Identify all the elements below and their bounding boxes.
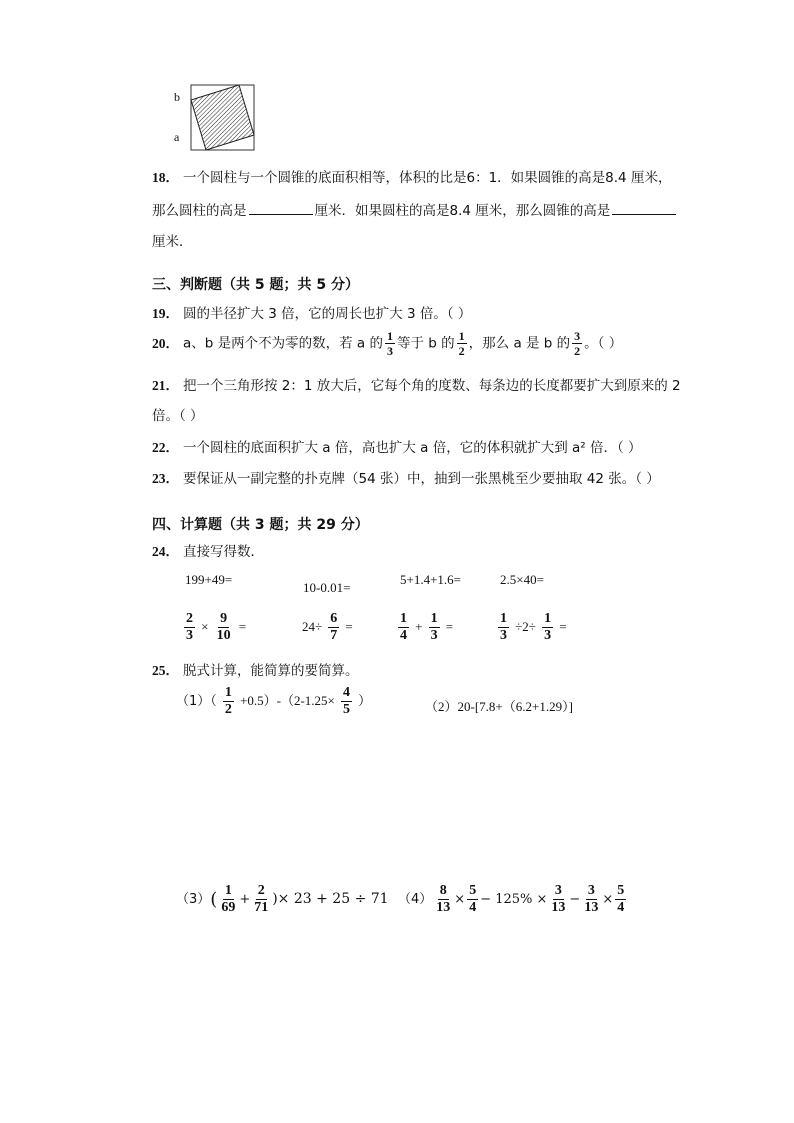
q25-p4-n3: 3 xyxy=(554,883,562,898)
section3-title: 三、判断题（共 5 题；共 5 分） xyxy=(152,277,359,293)
q25-p1-n1: 1 xyxy=(224,685,232,700)
q25-p1-frac-1 xyxy=(223,686,234,717)
section4-title: 四、计算题（共 3 题；共 29 分） xyxy=(152,517,369,533)
q25-p4-frac-1 xyxy=(434,884,452,915)
q25-part-1 xyxy=(176,686,371,717)
q20-f2-denominator: 2 xyxy=(458,344,465,358)
q24-i7-op: + xyxy=(415,619,423,634)
q24-i7-d1: 4 xyxy=(400,628,407,643)
q25-p4-mid: − 125% × xyxy=(480,892,548,907)
q20-fraction-1 xyxy=(385,330,395,357)
q20-text-4: 。（ ） xyxy=(584,335,623,352)
q25-p3-frac-1 xyxy=(219,884,237,915)
square-figure xyxy=(168,82,263,154)
q24-i6-frac xyxy=(328,612,339,643)
q25-p4-times-1: × xyxy=(454,892,466,907)
q25-p3-n2: 2 xyxy=(257,883,265,898)
q19-text: 圆的半径扩大 3 倍，它的周长也扩大 3 倍。（ ） xyxy=(183,306,472,322)
q25-p4-d2: 4 xyxy=(469,900,477,915)
q24-i8-d1: 3 xyxy=(500,628,507,643)
q25-part-3 xyxy=(176,884,389,915)
q24-item-8 xyxy=(496,612,567,643)
q24-i6-pre: 24÷ xyxy=(302,619,323,634)
q19 xyxy=(152,302,471,322)
q18-text-line1: 一个圆柱与一个圆锥的底面积相等，体积的比是6：1．如果圆锥的高是8.4 厘米， xyxy=(183,170,672,186)
q20-f3-numerator: 3 xyxy=(574,329,581,343)
q24-i6-eq: = xyxy=(345,619,353,634)
q24-item-1: 199+49= xyxy=(185,572,233,587)
q18-number: 18． xyxy=(152,170,179,185)
q25-p1-d1: 2 xyxy=(224,702,232,717)
q18-line2 xyxy=(152,199,678,219)
q25-p3-open-paren: ( xyxy=(210,889,218,910)
q18-text-line3: 厘米． xyxy=(152,234,193,250)
q25-p4-n4: 3 xyxy=(587,883,595,898)
q24 xyxy=(152,540,264,560)
q23 xyxy=(152,467,660,487)
q18-text-line2a: 那么圆柱的高是 xyxy=(152,203,247,219)
q24-item-6 xyxy=(302,612,353,643)
q25-p1-n2: 4 xyxy=(343,685,351,700)
q25-p1-frac-2 xyxy=(341,686,352,717)
q21-line1 xyxy=(152,374,681,394)
q20 xyxy=(152,330,622,357)
q24-item-5 xyxy=(182,612,246,643)
q24-i8-d2: 3 xyxy=(544,628,552,643)
q24-i7-frac-2 xyxy=(429,612,440,643)
q25-p4-n5: 5 xyxy=(617,883,625,898)
q25-p4-minus: − xyxy=(569,892,581,907)
q24-i7-n1: 1 xyxy=(400,611,407,626)
q24-i5-op: × xyxy=(201,619,209,634)
q25-text: 脱式计算，能简算的要简算。 xyxy=(183,663,359,679)
q24-item-4: 2.5×40= xyxy=(500,572,544,587)
q18-text-line2b: 厘米．如果圆柱的高是8.4 厘米，那么圆锥的高是 xyxy=(314,203,611,219)
q24-i5-n2: 9 xyxy=(220,611,228,626)
q20-text-3: ，那么 a 是 b 的 xyxy=(468,335,571,352)
q24-text: 直接写得数． xyxy=(183,544,264,560)
q25-p3-pre: （3） xyxy=(176,892,211,907)
q24-i7-eq: = xyxy=(445,619,454,634)
q20-f2-numerator: 1 xyxy=(458,329,465,343)
q24-i5-frac-1 xyxy=(184,612,195,643)
q25-p1-pre: （1）（ xyxy=(176,694,217,709)
q25-p4-n1: 8 xyxy=(439,883,447,898)
q23-text: 要保证从一副完整的扑克牌（54 张）中，抽到一张黑桃至少要抽取 42 张。（ ） xyxy=(183,471,660,487)
figure-label-a: a xyxy=(174,130,180,144)
q20-text-1: a、b 是两个不为零的数，若 a 的 xyxy=(183,335,383,352)
q25-p1-d2: 5 xyxy=(343,702,351,717)
q25-p4-times-2: × xyxy=(602,892,614,907)
q24-i5-frac-2 xyxy=(215,612,233,643)
q24-i7-d2: 3 xyxy=(430,628,438,643)
q21-line2 xyxy=(152,404,204,424)
q25-part-2: （2）20-[7.8+（6.2+1.29）] xyxy=(425,699,573,714)
q18-answer-blank-1[interactable] xyxy=(249,202,313,215)
q25 xyxy=(152,659,359,679)
q24-item-3: 5+1.4+1.6= xyxy=(400,572,461,587)
q25-p4-d3: 13 xyxy=(551,900,566,915)
q19-number: 19． xyxy=(152,306,179,321)
q22-number: 22． xyxy=(152,440,179,455)
q21-text-line1: 把一个三角形按 2：1 放大后，它每个角的度数、每条边的长度都要扩大到原来的 2 xyxy=(183,378,681,394)
q25-p3-d1: 69 xyxy=(221,900,236,915)
q25-p4-pre: （4） xyxy=(398,892,433,907)
q25-p4-d1: 13 xyxy=(436,900,451,915)
q24-number: 24． xyxy=(152,544,179,559)
q25-p1-mid: +0.5）-（2-1.25× xyxy=(240,693,335,708)
q24-i8-frac-2 xyxy=(542,612,553,643)
q25-p3-frac-2 xyxy=(252,884,270,915)
q25-p4-d4: 13 xyxy=(584,900,599,915)
q24-i7-frac-1 xyxy=(398,612,409,643)
q20-f3-denominator: 2 xyxy=(574,344,581,358)
figure-label-b: b xyxy=(174,90,180,104)
q25-p3-d2: 71 xyxy=(254,900,269,915)
q18-line3 xyxy=(152,230,193,250)
q24-i8-eq: = xyxy=(559,619,567,634)
q24-i7-n2: 1 xyxy=(430,611,438,626)
q20-number: 20． xyxy=(152,335,179,351)
q21-number: 21． xyxy=(152,378,179,393)
q24-i5-d1: 3 xyxy=(186,628,193,643)
q25-p4-frac-2 xyxy=(467,884,478,915)
q25-p4-frac-3 xyxy=(549,884,567,915)
q20-fraction-2 xyxy=(457,330,467,357)
q18-answer-blank-2[interactable] xyxy=(612,202,676,215)
q25-p4-n2: 5 xyxy=(469,883,477,898)
q20-fraction-3 xyxy=(572,330,582,357)
q25-p4-d5: 4 xyxy=(617,900,625,915)
q24-i5-d2: 10 xyxy=(216,628,231,643)
q25-p3-plus: + xyxy=(239,892,251,907)
q24-i5-eq: = xyxy=(238,619,247,634)
q24-i5-n1: 2 xyxy=(186,611,193,626)
q22 xyxy=(152,436,642,456)
q24-item-2: 10-0.01= xyxy=(303,580,351,595)
q25-p3-post: )× 23 + 25 ÷ 71 xyxy=(272,891,389,907)
q24-i8-frac-1 xyxy=(498,612,509,643)
q24-i8-n2: 1 xyxy=(544,611,552,626)
q24-i8-op: ÷2÷ xyxy=(515,619,536,634)
q20-text-2: 等于 b 的 xyxy=(397,335,455,352)
q24-i6-d: 7 xyxy=(330,628,338,643)
q25-p3-n1: 1 xyxy=(224,883,232,898)
q24-item-7 xyxy=(396,612,453,643)
q25-number: 25． xyxy=(152,663,179,678)
q18-line1 xyxy=(152,166,671,186)
q25-p4-frac-4 xyxy=(582,884,600,915)
q24-i8-n1: 1 xyxy=(500,611,507,626)
q20-f1-denominator: 3 xyxy=(387,344,393,358)
q20-f1-numerator: 1 xyxy=(387,329,393,343)
q21-text-line2: 倍。（ ） xyxy=(152,408,204,424)
q23-number: 23． xyxy=(152,471,179,486)
q25-p4-frac-5 xyxy=(615,884,626,915)
hatched-square-diagram xyxy=(190,84,256,152)
q22-text: 一个圆柱的底面积扩大 a 倍，高也扩大 a 倍，它的体积就扩大到 a² 倍．（ ） xyxy=(183,440,642,456)
q24-i6-n: 6 xyxy=(330,611,338,626)
q25-part-4 xyxy=(398,884,628,915)
q25-p1-post: ） xyxy=(358,694,372,709)
